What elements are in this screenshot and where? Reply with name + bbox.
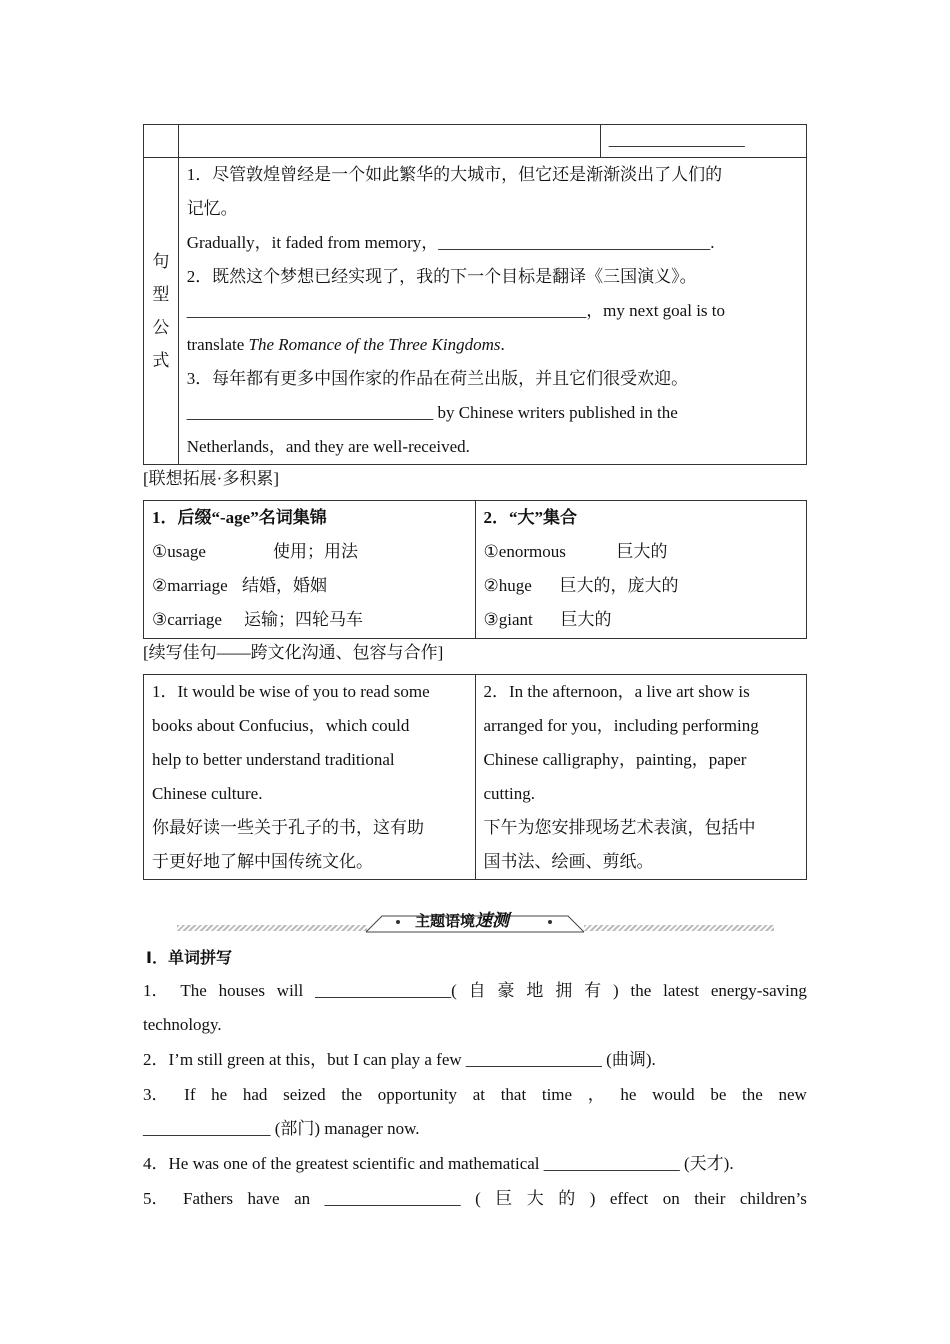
pattern-3-en-line1: _____________________________ by Chinese writers published in the xyxy=(186,403,678,422)
pattern-row xyxy=(144,158,807,465)
quiz-word: an xyxy=(294,1189,311,1208)
banner-right-decoration xyxy=(584,925,774,931)
quiz-heading: Ⅰ．单词拼写 xyxy=(146,948,232,967)
quiz-word: the xyxy=(742,1085,763,1104)
sentence-pattern-table xyxy=(143,124,807,465)
pattern-3-cn: 3．每年都有更多中国作家的作品在荷兰出版，并且它们很受欢迎。 xyxy=(186,369,689,388)
quiz-word: The xyxy=(180,981,207,1000)
quiz-word: seized xyxy=(283,1085,326,1104)
pattern-3-en-line2: Netherlands，and they are well-received. xyxy=(186,437,470,456)
quiz-word: 3． xyxy=(143,1085,169,1104)
writing-table xyxy=(143,674,807,880)
q5-line1 xyxy=(143,1182,807,1216)
quiz-word: 有 xyxy=(584,981,602,1000)
quiz-q1 xyxy=(143,974,807,1042)
quiz-word: he xyxy=(620,1085,637,1104)
association-table xyxy=(143,500,807,639)
top-row-middle-cell xyxy=(178,125,600,158)
quiz-word: 地 xyxy=(526,981,544,1000)
association-heading: [联想拓展·多积累] xyxy=(143,469,279,488)
big-words-cell xyxy=(475,501,806,639)
quiz-word: would xyxy=(652,1085,695,1104)
quiz-word: at xyxy=(472,1085,486,1104)
writing-heading: [续写佳句——跨文化沟通、包容与合作] xyxy=(143,643,444,662)
quiz-word: have xyxy=(247,1189,280,1208)
quiz-q3 xyxy=(143,1078,807,1146)
q3-line2: _______________ (部门) manager now. xyxy=(143,1119,420,1138)
pattern-2-cn: 2．既然这个梦想已经实现了，我的下一个目标是翻译《三国演义》。 xyxy=(186,267,697,286)
quiz-word: 巨 xyxy=(495,1189,513,1208)
quiz-word: children’s xyxy=(739,1189,807,1208)
banner-dot-icon xyxy=(548,920,552,924)
pattern-label-cell xyxy=(144,158,179,465)
q1-line1 xyxy=(143,974,807,1008)
pattern-1-cn-line1: 1．尽管敦煌曾经是一个如此繁华的大城市，但它还是渐渐淡出了人们的 xyxy=(186,165,723,184)
quiz-word: 5． xyxy=(143,1189,169,1208)
quiz-q2: 2．I’m still green at this，but I can play a few ________________ (曲调). xyxy=(143,1050,656,1069)
quiz-q4: 4．He was one of the greatest scientific and mathematical ________________ (天才). xyxy=(143,1154,734,1173)
quiz-word: will xyxy=(276,981,304,1000)
top-row-right-cell xyxy=(600,125,806,158)
big-words-title: 2．“大”集合 xyxy=(483,508,578,527)
quiz-word: the xyxy=(341,1085,363,1104)
top-partial-row xyxy=(144,125,807,158)
banner-left-decoration xyxy=(177,925,367,931)
list-item: ②huge 巨大的，庞大的 xyxy=(483,576,679,595)
quiz-q5 xyxy=(143,1182,807,1216)
quiz-word: Fathers xyxy=(182,1189,234,1208)
quiz-word: ________________( xyxy=(315,981,457,1000)
list-item: ③giant 巨大的 xyxy=(483,610,612,629)
quiz-word: had xyxy=(242,1085,268,1104)
quiz-word: ， xyxy=(587,1085,605,1104)
suffix-age-title: 1．后缀“-age”名词集锦 xyxy=(152,508,327,527)
quiz-word: 的 xyxy=(558,1189,576,1208)
quiz-word: 拥 xyxy=(555,981,573,1000)
quiz-word: 豪 xyxy=(497,981,515,1000)
pattern-label: 句 型 公 式 xyxy=(152,252,170,370)
quiz-word: houses xyxy=(218,981,265,1000)
quiz-word: he xyxy=(211,1085,228,1104)
quiz-word: opportunity xyxy=(377,1085,458,1104)
list-item: ②marriage 结婚，婚姻 xyxy=(152,576,327,595)
quiz-word: be xyxy=(710,1085,727,1104)
quiz-word: energy-saving xyxy=(710,981,807,1000)
writing-sentence-1: 1．It would be wise of you to read some books about Confucius，which could help to better understand traditional Chinese culture. 你最好读一些关于孔子的书，这有助 于更好地了解中国传统文化。 xyxy=(144,675,476,880)
quiz-word: ( xyxy=(475,1189,481,1208)
quiz-word: that xyxy=(500,1085,527,1104)
quiz-word: 1． xyxy=(143,981,169,1000)
q1-line2: technology. xyxy=(143,1015,222,1034)
q3-line1 xyxy=(143,1078,807,1112)
pattern-content-cell xyxy=(178,158,806,465)
book-title: The Romance of the Three Kingdoms xyxy=(248,335,501,354)
quiz-word: on xyxy=(662,1189,680,1208)
list-item: ③carriage 运输；四轮马车 xyxy=(152,610,363,629)
banner-dot-icon xyxy=(396,920,400,924)
pattern-2-en-line1: _______________________________________________，my next goal is to xyxy=(186,301,726,320)
top-row-blank: ________________ xyxy=(608,130,745,149)
quiz-word: time xyxy=(541,1085,573,1104)
pattern-1-en: Gradually，it faded from memory，________________________________. xyxy=(186,233,715,252)
top-row-label-cell xyxy=(144,125,179,158)
suffix-age-cell xyxy=(144,501,476,639)
quiz-word: ) xyxy=(612,981,619,1000)
quiz-word: the xyxy=(630,981,652,1000)
quiz-word: 大 xyxy=(526,1189,544,1208)
list-item: ①enormous 巨大的 xyxy=(483,542,668,561)
quiz-word: ________________ xyxy=(324,1189,461,1208)
quiz-word: 自 xyxy=(468,981,486,1000)
quiz-word: If xyxy=(184,1085,196,1104)
writing-sentence-2: 2．In the afternoon，a live art show is arranged for you，including performing Chinese calligraphy，painting，paper cutting. 下午为您安排现场艺术表演，包括中 国书法、绘画、剪纸。 xyxy=(475,675,807,880)
quiz-word: latest xyxy=(663,981,699,1000)
quiz-word: new xyxy=(778,1085,807,1104)
quiz-word: ) xyxy=(589,1189,596,1208)
quiz-word: their xyxy=(694,1189,726,1208)
pattern-2-en-line2: translate The Romance of the Three Kingdoms. xyxy=(186,335,505,354)
quiz-word: effect xyxy=(609,1189,649,1208)
pattern-1-cn-line2: 记忆。 xyxy=(186,199,238,218)
banner-title: 主题语境速测 xyxy=(415,911,510,931)
list-item: ①usage 使用；用法 xyxy=(152,542,358,561)
